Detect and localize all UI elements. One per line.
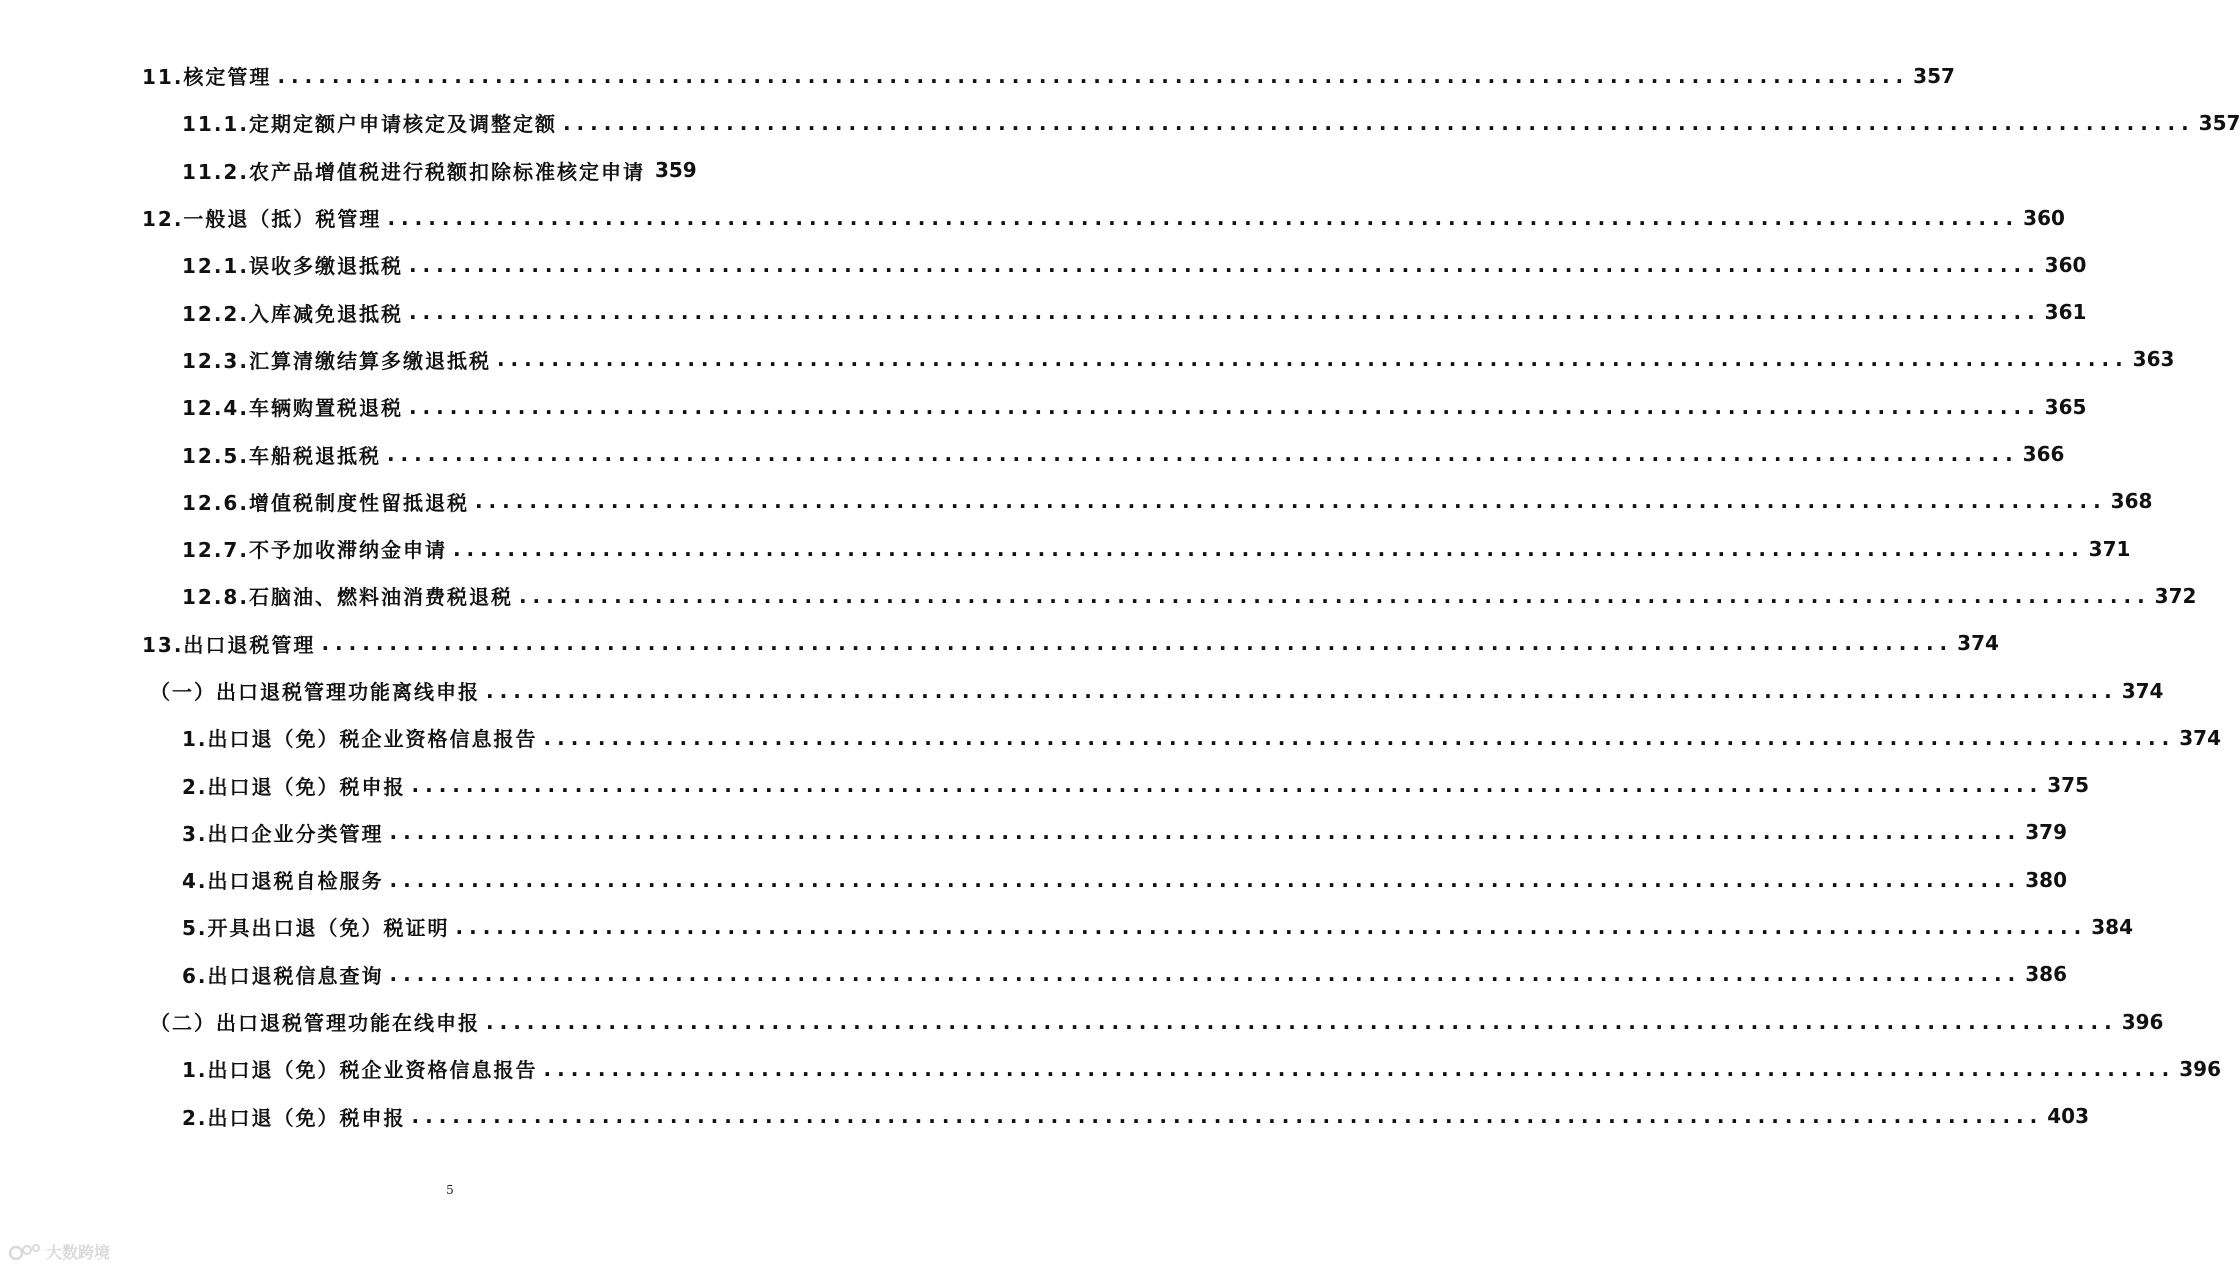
toc-entry-page: 363 (2132, 347, 2175, 372)
toc-entry-page: 375 (2047, 773, 2089, 798)
toc-leader-dots: ........................................................................................................................ (543, 1056, 2176, 1081)
toc-entry-page: 357 (2198, 110, 2240, 135)
toc-entry-title: 3.出口企业分类管理 (182, 821, 384, 846)
toc-entry-page: 396 (2121, 1009, 2164, 1034)
toc-leader-dots: ........................................................................................................................ (486, 678, 2118, 703)
toc-entry (0, 714, 2221, 761)
toc-entry (0, 572, 2197, 619)
table-of-contents (0, 52, 2240, 1140)
watermark-text: 大数跨境 (46, 1243, 111, 1262)
toc-leader-dots: ........................................................................................................................ (408, 252, 2041, 277)
toc-entry (0, 856, 2067, 903)
toc-entry (0, 383, 2087, 430)
toc-leader-dots: ........................................................................................................................ (518, 583, 2151, 608)
toc-entry-page: 368 (2110, 489, 2153, 514)
toc-entry (0, 998, 2164, 1045)
toc-entry-page: 386 (2025, 962, 2067, 987)
toc-entry-title: 12.一般退（抵）税管理 (142, 207, 382, 232)
toc-leader-dots: ........................................................................................................................ (277, 63, 1910, 88)
toc-entry-page: 374 (1957, 631, 1999, 656)
toc-entry (0, 52, 1955, 99)
toc-entry (0, 430, 2065, 477)
toc-entry-title: 12.1.误收多缴退抵税 (182, 254, 403, 279)
toc-leader-dots: ........................................................................................................................ (321, 631, 1954, 656)
toc-entry-title: 2.出口退（免）税申报 (182, 1105, 406, 1130)
toc-entry-title: 12.4.车辆购置税退税 (182, 396, 403, 421)
toc-entry-page: 360 (2023, 205, 2065, 230)
toc-entry-page: 357 (1913, 63, 1955, 88)
toc-entry-page: 374 (2121, 678, 2164, 703)
toc-entry-page: 360 (2044, 252, 2087, 277)
toc-leader-dots: ........................................................................................................................ (386, 442, 2019, 467)
toc-entry-title: 6.出口退税信息查询 (182, 963, 384, 988)
toc-entry-title: 11.2.农产品增值税进行税额扣除标准核定申请 (182, 159, 645, 184)
toc-leader-dots: ........................................................................................................................ (389, 867, 2022, 892)
toc-entry (0, 241, 2087, 288)
toc-leader-dots: ........................................................................................................................ (408, 394, 2041, 419)
toc-leader-dots: ........................................................................................................................ (411, 773, 2044, 798)
toc-entry (0, 288, 2087, 335)
toc-entry (0, 525, 2131, 572)
toc-entry-title: （一）出口退税管理功能离线申报 (150, 680, 480, 704)
toc-entry-title: 4.出口退税自检服务 (182, 869, 384, 894)
toc-entry (0, 147, 697, 194)
toc-entry-page: 396 (2179, 1056, 2221, 1081)
watermark (8, 1240, 110, 1263)
toc-entry-page: 380 (2025, 867, 2067, 892)
toc-entry (0, 194, 2065, 241)
toc-entry (0, 809, 2067, 856)
toc-entry (0, 1045, 2221, 1092)
toc-entry-title: 12.3.汇算清缴结算多缴退抵税 (182, 348, 491, 373)
toc-entry-page: 384 (2091, 914, 2133, 939)
brand-logo-icon (8, 1242, 42, 1262)
toc-entry (0, 478, 2153, 525)
toc-leader-dots: ........................................................................................................................ (496, 347, 2129, 372)
toc-entry (0, 99, 2240, 146)
toc-entry-title: （二）出口退税管理功能在线申报 (150, 1011, 480, 1036)
toc-entry (0, 903, 2133, 950)
toc-entry-page: 365 (2044, 394, 2087, 419)
toc-entry-title: 12.7.不予加收滞纳金申请 (182, 538, 447, 563)
toc-leader-dots: ........................................................................................................................ (408, 300, 2041, 325)
toc-leader-dots: ........................................................................................................................ (474, 489, 2107, 514)
toc-entry-page: 366 (2022, 442, 2065, 467)
toc-entry-page: 379 (2025, 820, 2067, 845)
toc-entry-title: 12.6.增值税制度性留抵退税 (182, 490, 469, 515)
toc-entry-page: 361 (2044, 300, 2087, 325)
toc-entry (0, 667, 2164, 714)
toc-entry-page: 359 (654, 158, 697, 183)
toc-entry-title: 1.出口退（免）税企业资格信息报告 (182, 727, 538, 752)
toc-entry-title: 12.2.入库减免退抵税 (182, 301, 403, 326)
toc-entry-title: 13.出口退税管理 (142, 632, 316, 657)
toc-entry (0, 620, 1999, 667)
toc-entry (0, 336, 2175, 383)
toc-leader-dots: ........................................................................................................................ (411, 1104, 2044, 1129)
toc-entry-title: 11.1.定期定额户申请核定及调整定额 (182, 112, 557, 137)
toc-entry-title: 11.核定管理 (142, 65, 272, 90)
toc-leader-dots: ........................................................................................................................ (389, 962, 2022, 987)
toc-leader-dots: ........................................................................................................................ (562, 110, 2195, 135)
toc-entry (0, 761, 2089, 808)
toc-entry-title: 12.5.车船税退抵税 (182, 443, 381, 468)
toc-entry-page: 403 (2047, 1104, 2089, 1129)
toc-leader-dots: ........................................................................................................................ (389, 820, 2022, 845)
toc-entry-page: 371 (2088, 536, 2131, 561)
toc-entry-title: 2.出口退（免）税申报 (182, 774, 406, 799)
toc-entry (0, 1093, 2089, 1140)
toc-entry (0, 951, 2067, 998)
toc-entry-page: 372 (2154, 583, 2197, 608)
toc-entry-title: 12.8.石脑油、燃料油消费税退税 (182, 585, 513, 610)
toc-leader-dots: ........................................................................................................................ (387, 205, 2020, 230)
toc-entry-title: 5.开具出口退（免）税证明 (182, 916, 450, 941)
toc-leader-dots: ........................................................................................................................ (486, 1009, 2118, 1034)
toc-entry-page: 374 (2179, 725, 2221, 750)
toc-leader-dots: ........................................................................................................................ (452, 536, 2085, 561)
toc-leader-dots: ........................................................................................................................ (543, 725, 2176, 750)
page-number: 5 (446, 1183, 454, 1197)
toc-leader-dots: ........................................................................................................................ (455, 914, 2088, 939)
toc-entry-title: 1.出口退（免）税企业资格信息报告 (182, 1058, 538, 1083)
